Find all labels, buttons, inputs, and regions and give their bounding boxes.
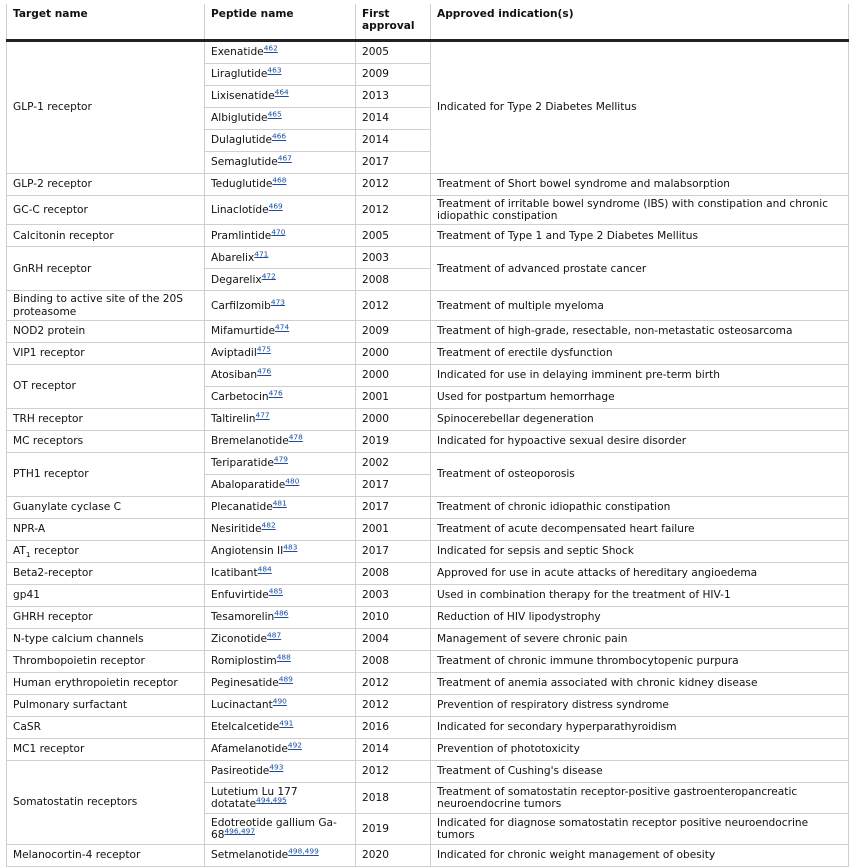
table-row [7, 430, 849, 452]
peptide-name-text: Nesiritide [211, 523, 262, 536]
first-approval-year: 2009 [356, 320, 431, 342]
table-row [7, 584, 849, 606]
peptide-name-cell [205, 196, 356, 225]
reference-link[interactable]: 474 [275, 322, 290, 332]
peptide-name-text: Aviptadil [211, 347, 257, 360]
target-name-cell [7, 738, 205, 760]
peptide-name-text: Semaglutide [211, 156, 278, 169]
reference-link[interactable]: 476 [268, 388, 283, 398]
peptide-name-text: Afamelanotide [211, 743, 288, 756]
reference-link[interactable]: 496,497 [224, 826, 256, 836]
peptide-name-text: Liraglutide [211, 68, 268, 81]
table-row [7, 247, 849, 269]
approved-indication-cell: Treatment of acute decompensated heart failure [431, 518, 849, 540]
reference-link[interactable]: 471 [254, 249, 269, 259]
target-name-text: Guanylate cyclase C [13, 501, 122, 514]
peptide-name-cell [205, 269, 356, 291]
reference-link[interactable]: 469 [268, 201, 283, 211]
peptide-name-cell [205, 247, 356, 269]
target-name-cell [7, 606, 205, 628]
target-name-cell [7, 628, 205, 650]
approved-indication-cell: Treatment of chronic idiopathic constipation [431, 496, 849, 518]
peptide-name-text: Pasireotide [211, 765, 270, 778]
approved-indication-cell: Treatment of high-grade, resectable, non-metastatic osteosarcoma [431, 320, 849, 342]
peptide-name-text: Icatibant [211, 567, 258, 580]
approved-indication-cell: Treatment of somatostatin receptor-positive gastroenteropancreatic neuroendocrine tumors [431, 782, 849, 813]
header-approved-indications: Approved indication(s) [431, 4, 849, 41]
approved-indication-cell: Treatment of multiple myeloma [431, 291, 849, 320]
peptide-name-text: Ziconotide [211, 633, 268, 646]
first-approval-year: 2016 [356, 716, 431, 738]
reference-link[interactable]: 482 [261, 520, 276, 530]
table-row [7, 562, 849, 584]
peptide-name-cell [205, 606, 356, 628]
target-name-cell [7, 174, 205, 196]
first-approval-year: 2017 [356, 152, 431, 174]
reference-link[interactable]: 485 [268, 586, 283, 596]
peptide-name-text: Plecanatide [211, 501, 273, 514]
table-row [7, 540, 849, 562]
reference-link[interactable]: 480 [285, 476, 300, 486]
approved-indication-cell: Treatment of Cushing's disease [431, 760, 849, 782]
reference-link[interactable]: 477 [255, 410, 270, 420]
table-header-row [7, 4, 849, 41]
peptide-name-cell [205, 225, 356, 247]
table-row [7, 650, 849, 672]
target-name-cell [7, 196, 205, 225]
target-name-text: N-type calcium channels [13, 633, 144, 646]
first-approval-year: 2017 [356, 496, 431, 518]
first-approval-year: 2019 [356, 430, 431, 452]
approved-indication-cell: Indicated for sepsis and septic Shock [431, 540, 849, 562]
peptide-name-text: Lixisenatide [211, 90, 275, 103]
peptide-name-cell [205, 386, 356, 408]
target-name-text: GLP-2 receptor [13, 178, 92, 191]
reference-link[interactable]: 465 [267, 109, 282, 119]
table-row [7, 496, 849, 518]
first-approval-year: 2012 [356, 694, 431, 716]
target-name-text: Thrombopoietin receptor [13, 655, 145, 668]
target-name-text: Binding to active site of the 20S proteasome [13, 293, 184, 318]
peptide-name-text: Linaclotide [211, 204, 269, 217]
target-name-cell [7, 584, 205, 606]
approved-indication-cell: Treatment of chronic immune thrombocytopenic purpura [431, 650, 849, 672]
target-name-text: gp41 [13, 589, 40, 602]
approved-indication-cell: Prevention of respiratory distress syndrome [431, 694, 849, 716]
header-target-name: Target name [7, 4, 205, 41]
peptide-name-cell [205, 86, 356, 108]
peptide-name-text: Lutetium Lu 177 dotatate [211, 785, 298, 810]
first-approval-year: 2005 [356, 41, 431, 64]
table-row [7, 174, 849, 196]
first-approval-year: 2008 [356, 650, 431, 672]
peptide-name-cell [205, 474, 356, 496]
target-name-text: GLP-1 receptor [13, 101, 92, 114]
target-name-cell [7, 650, 205, 672]
approved-indication-cell: Spinocerebellar degeneration [431, 408, 849, 430]
reference-link[interactable]: 483 [283, 542, 298, 552]
first-approval-year: 2012 [356, 291, 431, 320]
peptide-name-cell [205, 64, 356, 86]
target-name-text: PTH1 receptor [13, 468, 89, 481]
approved-indication-cell: Indicated for Type 2 Diabetes Mellitus [431, 41, 849, 174]
target-name-text: NPR-A [13, 523, 46, 536]
first-approval-year: 2017 [356, 540, 431, 562]
peptide-name-text: Romiplostim [211, 655, 277, 668]
approved-indication-cell: Treatment of erectile dysfunction [431, 342, 849, 364]
first-approval-year: 2003 [356, 247, 431, 269]
first-approval-year: 2003 [356, 584, 431, 606]
target-name-text: GHRH receptor [13, 611, 93, 624]
first-approval-year: 2000 [356, 342, 431, 364]
peptide-name-text: Peginesatide [211, 677, 279, 690]
target-name-cell [7, 364, 205, 408]
approved-indication-cell: Treatment of osteoporosis [431, 452, 849, 496]
peptide-name-text: Exenatide [211, 46, 264, 59]
table-row [7, 41, 849, 64]
target-name-text: MC receptors [13, 435, 84, 448]
reference-link[interactable]: 488 [276, 652, 291, 662]
peptide-name-cell [205, 716, 356, 738]
target-name-cell [7, 716, 205, 738]
reference-link[interactable]: 494,495 [256, 795, 287, 805]
peptide-name-cell [205, 628, 356, 650]
peptide-name-cell [205, 41, 356, 64]
reference-link[interactable]: 462 [263, 43, 278, 53]
reference-link[interactable]: 475 [256, 344, 271, 354]
table-row [7, 672, 849, 694]
reference-link[interactable]: 468 [272, 175, 287, 185]
first-approval-year: 2009 [356, 64, 431, 86]
peptide-name-text: Enfuvirtide [211, 589, 269, 602]
target-name-cell [7, 518, 205, 540]
peptide-name-text: Dulaglutide [211, 134, 273, 147]
reference-link[interactable]: 484 [257, 564, 272, 574]
reference-link[interactable]: 490 [272, 696, 287, 706]
target-name-cell [7, 452, 205, 496]
target-name-cell [7, 41, 205, 174]
peptide-name-text: Carfilzomib [211, 299, 271, 312]
target-name-cell [7, 225, 205, 247]
peptide-name-cell [205, 342, 356, 364]
first-approval-year: 2020 [356, 844, 431, 866]
table-row [7, 291, 849, 320]
approved-indication-cell: Treatment of irritable bowel syndrome (IBS) with constipation and chronic idiopathic constipation [431, 196, 849, 225]
target-name-cell [7, 672, 205, 694]
table-row [7, 225, 849, 247]
approved-indication-cell: Indicated for use in delaying imminent pre-term birth [431, 364, 849, 386]
table-row [7, 320, 849, 342]
header-first-approval: First approval [356, 4, 431, 41]
first-approval-year: 2005 [356, 225, 431, 247]
peptide-name-text: Teduglutide [211, 178, 273, 191]
approved-indication-cell: Reduction of HIV lipodystrophy [431, 606, 849, 628]
target-name-text: Pulmonary surfactant [13, 699, 128, 712]
target-name-text: Somatostatin receptors [13, 796, 138, 809]
reference-link[interactable]: 487 [267, 630, 282, 640]
table-row [7, 452, 849, 474]
table-row [7, 518, 849, 540]
target-name-text: VIP1 receptor [13, 347, 85, 360]
target-name-text: GC-C receptor [13, 204, 88, 217]
table-row [7, 342, 849, 364]
peptide-name-text: Abaloparatide [211, 479, 286, 492]
reference-link[interactable]: 478 [288, 432, 303, 442]
approved-indication-cell: Indicated for chronic weight management of obesity [431, 844, 849, 866]
peptide-table-container [6, 4, 848, 867]
first-approval-year: 2001 [356, 386, 431, 408]
target-name-text: OT receptor [13, 380, 76, 393]
reference-link[interactable]: 472 [261, 271, 276, 281]
approved-indication-cell: Management of severe chronic pain [431, 628, 849, 650]
peptide-name-cell [205, 540, 356, 562]
peptide-approvals-table [6, 4, 849, 867]
first-approval-year: 2000 [356, 364, 431, 386]
target-name-cell [7, 760, 205, 844]
target-name-cell [7, 496, 205, 518]
first-approval-year: 2013 [356, 86, 431, 108]
reference-link[interactable]: 492 [287, 740, 303, 750]
target-name-text: GnRH receptor [13, 262, 92, 275]
approved-indication-cell: Treatment of advanced prostate cancer [431, 247, 849, 291]
approved-indication-cell: Prevention of phototoxicity [431, 738, 849, 760]
peptide-name-cell [205, 760, 356, 782]
approved-indication-cell: Indicated for hypoactive sexual desire disorder [431, 430, 849, 452]
table-body [7, 41, 849, 867]
target-name-text: Beta2-receptor [13, 567, 93, 580]
first-approval-year: 2008 [356, 269, 431, 291]
table-row [7, 738, 849, 760]
reference-link[interactable]: 464 [274, 87, 289, 97]
peptide-name-text: Teriparatide [211, 457, 274, 470]
target-name-cell [7, 342, 205, 364]
peptide-name-text: Atosiban [211, 369, 258, 382]
peptide-name-text: Etelcalcetide [211, 721, 280, 734]
first-approval-year: 2002 [356, 452, 431, 474]
peptide-name-cell [205, 813, 356, 844]
target-name-text: Human erythropoietin receptor [13, 677, 178, 690]
target-name-text: TRH receptor [13, 413, 83, 426]
peptide-name-text: Tesamorelin [211, 611, 275, 624]
first-approval-year: 2014 [356, 738, 431, 760]
target-name-text: Calcitonin receptor [13, 229, 114, 242]
table-row [7, 844, 849, 866]
approved-indication-cell: Indicated for secondary hyperparathyroidism [431, 716, 849, 738]
first-approval-year: 2014 [356, 130, 431, 152]
reference-link[interactable]: 470 [271, 227, 286, 237]
peptide-name-cell [205, 291, 356, 320]
peptide-name-text: Mifamurtide [211, 325, 276, 338]
target-name-cell [7, 562, 205, 584]
first-approval-year: 2017 [356, 474, 431, 496]
approved-indication-cell: Treatment of Short bowel syndrome and malabsorption [431, 174, 849, 196]
peptide-name-cell [205, 518, 356, 540]
reference-link[interactable]: 463 [267, 65, 282, 75]
peptide-name-cell [205, 694, 356, 716]
peptide-name-cell [205, 174, 356, 196]
first-approval-year: 2019 [356, 813, 431, 844]
peptide-name-cell [205, 430, 356, 452]
table-row [7, 716, 849, 738]
peptide-name-cell [205, 408, 356, 430]
peptide-name-text: Bremelanotide [211, 435, 289, 448]
peptide-name-cell [205, 108, 356, 130]
target-name-text: MC1 receptor [13, 743, 85, 756]
peptide-name-cell [205, 152, 356, 174]
target-name-cell [7, 694, 205, 716]
peptide-name-cell [205, 738, 356, 760]
reference-link[interactable]: 489 [278, 674, 293, 684]
table-row [7, 694, 849, 716]
first-approval-year: 2018 [356, 782, 431, 813]
target-subscript: 1 [25, 550, 31, 560]
peptide-name-cell [205, 452, 356, 474]
peptide-name-text: Degarelix [211, 273, 262, 286]
table-row [7, 606, 849, 628]
peptide-name-cell [205, 584, 356, 606]
approved-indication-cell: Treatment of Type 1 and Type 2 Diabetes Mellitus [431, 225, 849, 247]
table-row [7, 628, 849, 650]
peptide-name-cell [205, 672, 356, 694]
reference-link[interactable]: 498,499 [288, 846, 319, 856]
first-approval-year: 2004 [356, 628, 431, 650]
peptide-name-cell [205, 320, 356, 342]
header-peptide-name: Peptide name [205, 4, 356, 41]
target-name-text: AT [13, 545, 26, 558]
first-approval-year: 2000 [356, 408, 431, 430]
reference-link[interactable]: 491 [279, 718, 294, 728]
peptide-name-text: Angiotensin II [211, 545, 284, 558]
approved-indication-cell: Used in combination therapy for the treatment of HIV-1 [431, 584, 849, 606]
first-approval-year: 2008 [356, 562, 431, 584]
peptide-name-cell [205, 364, 356, 386]
target-name-cell [7, 408, 205, 430]
target-name-cell [7, 320, 205, 342]
first-approval-year: 2012 [356, 760, 431, 782]
approved-indication-cell: Used for postpartum hemorrhage [431, 386, 849, 408]
target-name-cell [7, 540, 205, 562]
peptide-name-cell [205, 562, 356, 584]
table-row [7, 408, 849, 430]
reference-link[interactable]: 473 [270, 296, 285, 306]
target-name-suffix: receptor [30, 545, 79, 558]
peptide-name-text: Lucinactant [211, 699, 273, 712]
first-approval-year: 2001 [356, 518, 431, 540]
reference-link[interactable]: 476 [257, 366, 272, 376]
reference-link[interactable]: 466 [272, 131, 287, 141]
first-approval-year: 2012 [356, 196, 431, 225]
reference-link[interactable]: 479 [273, 454, 288, 464]
reference-link[interactable]: 493 [269, 762, 284, 772]
peptide-name-text: Edotreotide gallium Ga-68 [211, 816, 337, 841]
target-name-text: NOD2 protein [13, 325, 86, 338]
target-name-text: CaSR [13, 721, 41, 734]
first-approval-year: 2012 [356, 174, 431, 196]
target-name-cell [7, 430, 205, 452]
peptide-name-cell [205, 496, 356, 518]
approved-indication-cell: Approved for use in acute attacks of hereditary angioedema [431, 562, 849, 584]
target-name-text: Melanocortin-4 receptor [13, 849, 141, 862]
approved-indication-cell: Indicated for diagnose somatostatin receptor positive neuroendocrine tumors [431, 813, 849, 844]
peptide-name-cell [205, 782, 356, 813]
target-name-cell [7, 844, 205, 866]
peptide-name-text: Setmelanotide [211, 849, 289, 862]
peptide-name-text: Taltirelin [211, 413, 256, 426]
target-name-cell [7, 247, 205, 291]
peptide-name-text: Carbetocin [211, 391, 269, 404]
first-approval-year: 2014 [356, 108, 431, 130]
reference-link[interactable]: 467 [277, 153, 292, 163]
reference-link[interactable]: 486 [274, 608, 289, 618]
peptide-name-text: Albiglutide [211, 112, 268, 125]
target-name-cell [7, 291, 205, 320]
peptide-name-cell [205, 650, 356, 672]
table-row [7, 760, 849, 782]
approved-indication-cell: Treatment of anemia associated with chronic kidney disease [431, 672, 849, 694]
first-approval-year: 2010 [356, 606, 431, 628]
table-row [7, 196, 849, 225]
table-row [7, 364, 849, 386]
peptide-name-text: Abarelix [211, 251, 255, 264]
peptide-name-cell [205, 130, 356, 152]
first-approval-year: 2012 [356, 672, 431, 694]
peptide-name-text: Pramlintide [211, 229, 272, 242]
peptide-name-cell [205, 844, 356, 866]
reference-link[interactable]: 481 [272, 498, 287, 508]
